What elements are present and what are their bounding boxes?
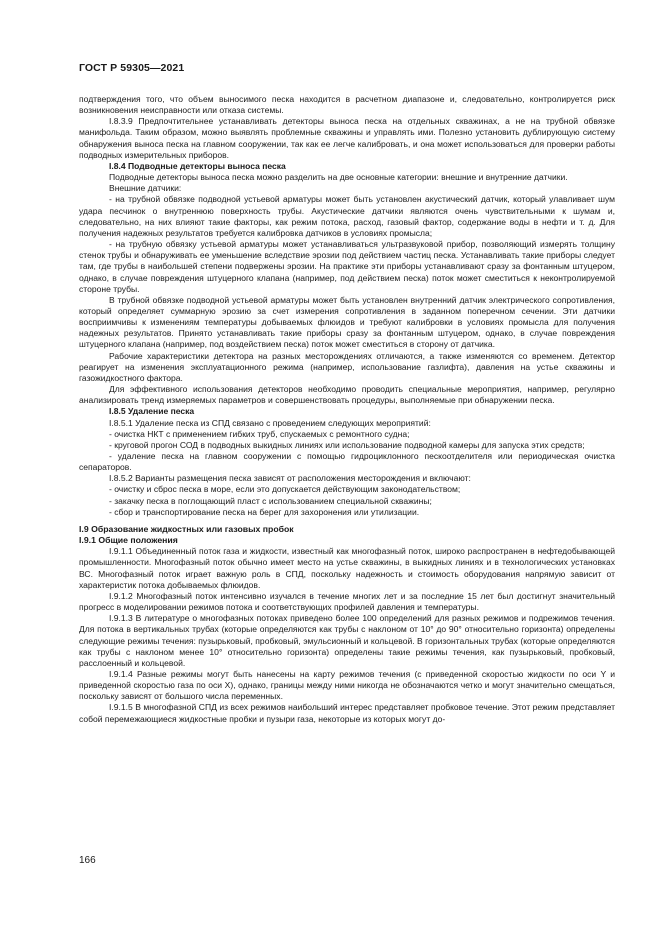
paragraph: Для эффективного использования детекторов необходимо проводить специальные мероприятия, например, регулярно анализировать тренд измеряемых параметров и совершенствовать процедуры, выполняемые при обнаружении песка.	[79, 384, 615, 406]
list-item: - очистка НКТ с применением гибких труб, спускаемых с ремонтного судна;	[109, 428, 410, 439]
document-body	[79, 94, 615, 725]
paragraph: В трубной обвязке подводной устьевой арматуры может быть установлен внутренний датчик электрического сопротивления, который определяет суммарную эрозию за счет измерения сопротивления в заданном поперечном сечении. Эти датчики восприимчивы к изменениям температуры добываемых флюидов и требуют калибровки в условиях промысла для получения надежных результатов. Принято устанавливать такие приборы сразу за фонтанным штуцером, однако, в случае повреждения штуцерного клапана (например, под воздействием песка) поток может сместиться в сторону от датчика.	[79, 294, 615, 350]
list-item: - закачку песка в поглощающий пласт с использованием специальной скважины;	[109, 495, 432, 506]
section-heading: I.9.1 Общие положения	[79, 535, 178, 546]
paragraph: I.8.5.1 Удаление песка из СПД связано с проведением следующих мероприятий:	[109, 417, 431, 428]
paragraph: I.9.1.4 Разные режимы могут быть нанесены на карту режимов течения (с приведенной скоростью жидкости по оси Y и приведенной скоростью газа по оси X), однако, границы между ними никогда не обозначаются четко и могут значительно смещаться, поскольку зависят от большого числа переменных.	[79, 668, 615, 702]
list-item: - круговой прогон СОД в подводных выкидных линиях или использование подводной камеры для запуска этих средств;	[109, 439, 585, 450]
paragraph: I.8.3.9 Предпочтительнее устанавливать детекторы выноса песка на отдельных скважинах, а не на трубной обвязке манифольда. Таким образом, можно выявлять проблемные скважины и управлять ими. Полезно установить дублирующую систему обнаружения выноса песка на главном сооружении, так как ее легче калибровать, и она может использоваться для проверки работы подводных измерительных приборов.	[79, 116, 615, 160]
paragraph: I.9.1.3 В литературе о многофазных потоках приведено более 100 определений для разных режимов и подрежимов течения. Для потока в вертикальных трубах (которые определяются как трубы с наклоном от 10° до 90° относительно горизонта) определены следующие режимы течения: пузырьковый, пробковый, эмульсионный и кольцевой. В горизонтальных трубах (которые определяются как трубы с наклоном менее 10° относительно горизонта) определены такие режимы течения, как пузырьковый, пробковый, расслоенный и кольцевой.	[79, 613, 615, 668]
paragraph: I.9.1.5 В многофазной СПД из всех режимов наибольший интерес представляет пробковое течение. Этот режим представляет собой перемежающиеся жидкостные пробки и пузыри газа, некоторые из которых могут до-	[79, 702, 615, 724]
chapter-heading: I.9 Образование жидкостных или газовых пробок	[79, 523, 294, 534]
list-item: - сбор и транспортирование песка на берег для захоронения или утилизации.	[109, 506, 420, 517]
section-heading: I.8.5 Удаление песка	[109, 406, 195, 417]
paragraph: I.9.1.2 Многофазный поток интенсивно изучался в течение многих лет и за последние 15 лет был достигнут значительный прогресс в моделировании режимов потока и соответствующих профилей давления и температуры.	[79, 590, 615, 613]
standard-header: ГОСТ Р 59305—2021	[79, 62, 185, 74]
paragraph: I.9.1.1 Объединенный поток газа и жидкости, известный как многофазный поток, широко распространен в нефтедобывающей промышленности. Многофазный поток обычно имеет место на устье скважины, в выкидных линиях и в технологических установках ВС. Многофазный поток играет важную роль в СПД, поскольку надежность и стоимость оборудования напрямую зависит от характеристик потока добываемых флюидов.	[79, 546, 615, 590]
page-number: 166	[79, 855, 96, 866]
list-item: - на трубную обвязку устьевой арматуры может устанавливаться ультразвуковой прибор, позволяющий измерять толщину стенок трубы и обнаруживать ее уменьшение вследствие эрозии под действием частиц песка. Устанавливать такие приборы следует там, где трубы в наибольшей степени подвержены эрозии. На практике эти приборы устанавливают сразу за фонтанным штуцером, однако, в случае повреждения штуцерного клапана (например, под действием песка) поток может сместиться к неконтролируемой стороне трубы.	[79, 239, 615, 294]
list-item: - удаление песка на главном сооружении с помощью гидроциклонного пескоотделителя или периодическая очистка сепараторов.	[79, 451, 615, 473]
paragraph: Подводные детекторы выноса песка можно разделить на две основные категории: внешние и внутренние датчики.	[109, 172, 568, 183]
section-heading: I.8.4 Подводные детекторы выноса песка	[109, 160, 286, 171]
paragraph: Рабочие характеристики детектора на разных месторождениях отличаются, а также изменяются со временем. Детектор реагирует на изменения эксплуатационного режима (например, использование газлифта), давления на устье скважины и газожидкостного фактора.	[79, 350, 615, 383]
paragraph: Внешние датчики:	[109, 183, 182, 194]
paragraph: подтверждения того, что объем выносимого песка находится в расчетном диапазоне и, следовательно, контролируется риск возникновения неисправности или отказа системы.	[79, 94, 615, 116]
list-item: - очистку и сброс песка в море, если это допускается действующим законодательством;	[109, 484, 461, 495]
paragraph: I.8.5.2 Варианты размещения песка зависят от расположения месторождения и включают:	[109, 473, 471, 484]
list-item: - на трубной обвязке подводной устьевой арматуры может быть установлен акустический датчик, который улавливает шум удара песчинок о внутреннюю поверхность трубы. Акустические датчики являются очень чувствительными к шумам и, следовательно, на них влияют такие факторы, как режим потока, расход, газовый фактор, содержание воды в нефти и т. д. Для получения надежных результатов требуется калибровка датчиков в условиях промысла;	[79, 194, 615, 238]
